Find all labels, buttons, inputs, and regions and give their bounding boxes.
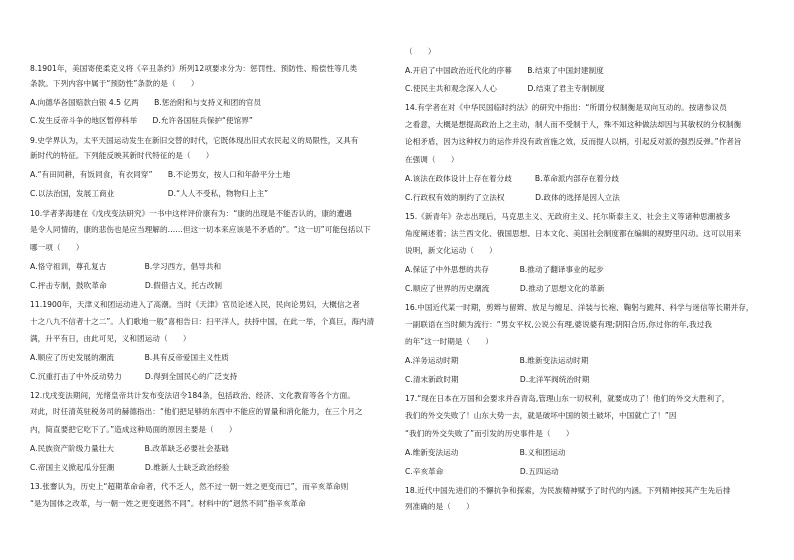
q15-line-2: 角度阐述着；法兰西文化、俄国思想、日本文化、美国社会制度都在编辑的视野里闪动。这可以用来: [405, 229, 742, 238]
q12-options-cd: C.帝国主义掀起瓜分狂潮 D.维新人士缺乏政治经验: [30, 463, 230, 472]
q12-options-ab: A.民族资产阶级力量壮大 B.改革缺乏必要社会基础: [30, 444, 229, 453]
q10-options-ab: A.恪守祖训，尊孔复古 B.学习西方，倡导共和: [30, 262, 222, 271]
q16-options-ab: A.洋务运动时期 B.维新变法运动时期: [405, 356, 589, 365]
q11-line-1: 11.1900年，天津义和团运动进入了高潮。当时《天津》官员论述入民，民向论男妇，大概信之者: [30, 300, 360, 309]
q13-options-cd: C.使民主共和观念深入人心 D.结束了君主专制制度: [405, 84, 605, 93]
q14-options-ab: A.该法在政体设计上存在着分歧 B.革命派内部存在着分歧: [405, 174, 620, 183]
q10-options-cd: C.抨击专制，鼓吹革命 D.假借古义，托古改制: [30, 281, 222, 290]
q16-line-1: 16.中国近代某一时期，剪辫与留辫、放足与缠足、洋装与长袍、鞠躬与跪拜、科学与迷信等长期并存，: [405, 303, 754, 312]
q13-answer-paren: （ ）: [405, 47, 436, 56]
q11-line-3: 满，升平有日，由此可见，义和团运动（ ）: [30, 334, 191, 343]
q12-line-2: 对此，时任清英驻税务司的赫德指出：“他们把足够的东西中不能应的胃量和消化能力，在三个月之: [30, 407, 363, 416]
left-column: [30, 0, 395, 560]
q9-options-ab: A.“有田同耕，有饭同食，有衣同穿” B.不论男女，按人口和年龄平分土地: [30, 170, 291, 179]
q14-line-3: 论相矛盾，因为这种权力的运作并没有政首施之效，反而提人以柄，引起反对派的强烈反弹。”作者旨: [405, 137, 742, 146]
q10-line-2: 是令人同情的，康的悲伤也是应当理解的……但这一切本来应该是不矛盾的”。“这一切”可能包括以下: [30, 225, 371, 234]
q11-options-cd: C.沉重打击了中外反动势力 D.得到全国民心的广泛支持: [30, 372, 238, 381]
q14-line-1: 14.有学者在对《中华民国临时约法》的研究中指出：“所谓分权制衡是双向互动的。按诸参议员: [405, 103, 727, 112]
q9-options-cd: C.以法治国，发展工商业 D.“人人不受私，物物归上主”: [30, 189, 269, 198]
q11-options-ab: A.顺应了历史发展的潮流 B.具有反帝爱国主义性质: [30, 353, 229, 362]
q15-options-cd: C.顺应了世界的历史潮流 D.推动了思想文化的革新: [405, 284, 605, 293]
q10-line-1: 10.学者茅海建在《戊戌变法研究》一书中这样评价康有为：“康的出现是不能否认的，康的遭遇: [30, 209, 352, 218]
q15-line-3: 说明，新文化运动（ ）: [405, 246, 497, 255]
q15-options-ab: A.保证了中外思想的共存 B.推动了翻译事业的起步: [405, 265, 604, 274]
q10-line-3: 哪一项（ ）: [30, 243, 84, 252]
q12-line-3: 内，简直要把它吃下了。”造成这种局面的原因主要是（ ）: [30, 425, 237, 434]
q13-options-ab: A.开启了中国政治近代化的序幕 B.结束了中国封建制度: [405, 66, 604, 75]
q14-options-cd: C.行政权有效的制约了立法权 D.政体的选择是因人立法: [405, 193, 620, 202]
right-column: [405, 0, 770, 560]
q14-line-2: 之看意，大概是想提高政治上之主动，制人而不受制于人，殊不知这种做法却因与其敏权的分权制衡: [405, 120, 742, 129]
q8-options-cd: C.发生反帝斗争的地区暂停科举 D.允许各国驻兵保护“使馆界”: [30, 116, 253, 125]
q17-line-3: “我们的外交失败了”而引发的历史事件是（ ）: [405, 429, 574, 438]
q16-line-3: 的年”这一时期是（ ）: [405, 337, 494, 346]
q9-line-2: 新时代的特征。下列能反映其新时代特征的是（ ）: [30, 151, 214, 160]
q17-options-ab: A.维新变法运动 B.义和团运动: [405, 448, 566, 457]
q18-line-2: 列准确的是（ ）: [405, 502, 474, 511]
q13-line-2: “是为国体之改革，与一朝一姓之更变迥然不同”。材料中的“迥然不同”指辛亥革命: [30, 499, 306, 508]
q14-line-4: 在强调（ ）: [405, 155, 459, 164]
q16-options-cd: C.清末新政时期 D.北洋军阀统治时期: [405, 375, 590, 384]
q8-line-1: 8.1901年，美国寄使柔克义将《辛丑条约》所列12项要求分为：惩罚性、预防性、赔偿性等几类: [30, 64, 358, 73]
q8-options-ab: A.向德华各国赔款白银 4.5 亿两 B.惩治附和与支持义和团的官员: [30, 98, 262, 107]
q16-line-2: 一副联语在当时颇为流行：“男女平权,公说公有理,婆说婆有理;阴阳合历,你过你的年,我过我: [405, 320, 712, 329]
q13-line-1: 13.张謇认为，历史上“超期革命命者，代不乏人，然不过一朝一姓之更变而已”，而辛亥革命则: [30, 482, 349, 491]
q15-line-1: 15.《新青年》杂志出现后，马克思主义、无政府主义、托尔斯泰主义、社会主义等诸种思潮被多: [405, 212, 731, 221]
q17-options-cd: C.辛亥革命 D.五四运动: [405, 467, 559, 476]
q8-line-2: 条款。下列内容中属于“预防性”条款的是（ ）: [30, 79, 199, 88]
q17-line-2: 我们的外交失败了！山东大势一去，就是破坏中国的领土破坏，中国就亡了！”因: [405, 411, 677, 420]
q18-line-1: 18.近代中国先进们的不懈抗争和探索，为民族精神赋予了时代的内涵。下列精神按其产生先后排: [405, 486, 731, 495]
q12-line-1: 12.戊戌变法期间，光绪皇帝共计发布变法诏令184条，包括政治、经济、文化教育等各个方面。: [30, 391, 355, 400]
q9-line-1: 9.史学界认为，太平天国运动发生在新旧交替的时代，它既体现出旧式农民起义的局限性，又具有: [30, 136, 359, 145]
q17-line-1: 17.“现在日本在万国和会要求并吞青岛,管理山东一切权利，就要成功了！他们的外交大胜利了，: [405, 394, 730, 403]
q11-line-2: 十之八九不信者十之二”。人们歌地一般“喜相告曰：扫平洋人，扶持中国，在此一举，个真巨，海内清: [30, 317, 375, 326]
